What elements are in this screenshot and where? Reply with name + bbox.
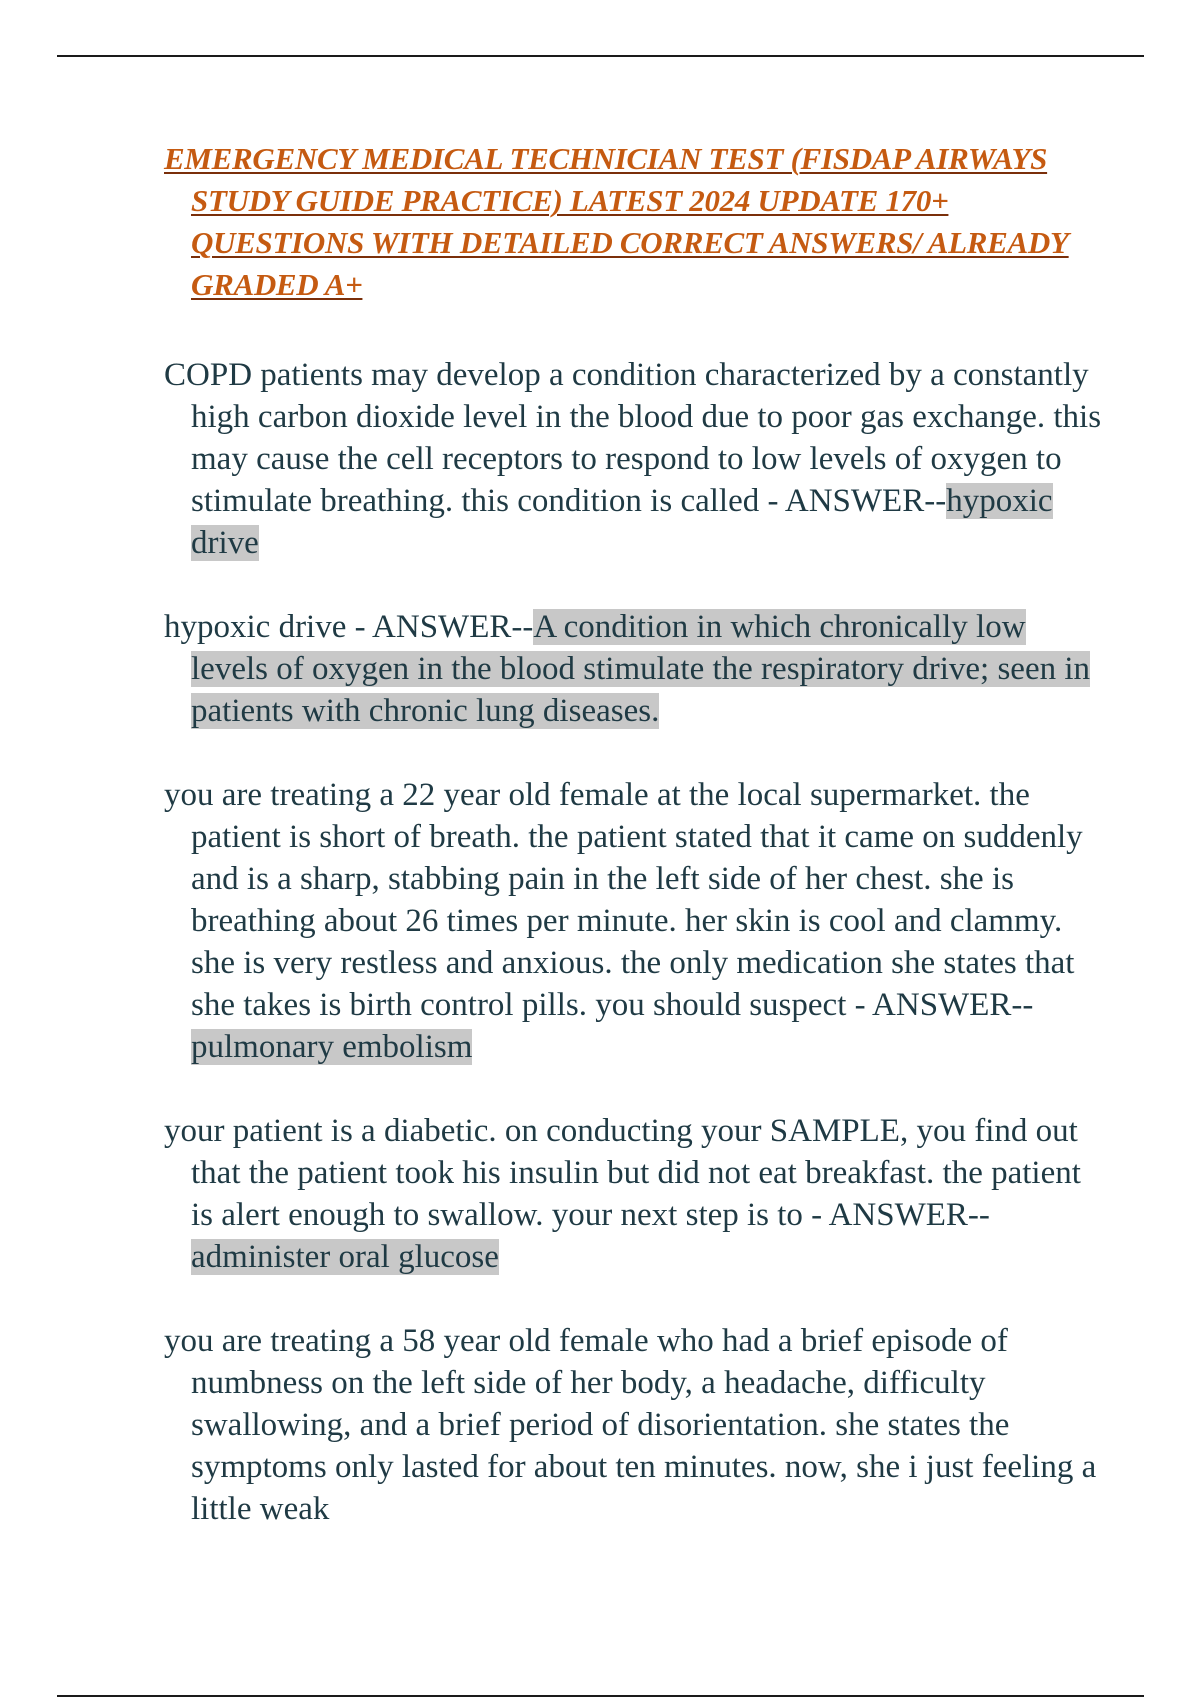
question-text: you are treating a 58 year old female who had a brief episode of numbness on the left side of her body, a headache, difficulty swallowing, and a brief period of disorientation. she states the symptoms only lasted for about ten minutes. now, she i just feeling a little weak <box>164 1323 1097 1527</box>
question-text: you are treating a 22 year old female at the local supermarket. the patient is short of breath. the patient stated that it came on suddenly and is a sharp, stabbing pain in the left side of her chest. she is breathing about 26 times per minute. her skin is cool and clammy. she is very restless and anxious. the only medication she states that she takes is birth control pills. you should suspect - ANSWER-- <box>164 777 1083 1023</box>
answer-highlight: administer oral glucose <box>191 1239 499 1275</box>
document-body <box>164 138 1104 1572</box>
document-title: EMERGENCY MEDICAL TECHNICIAN TEST (FISDAP AIRWAYS STUDY GUIDE PRACTICE) LATEST 2024 UPDATE 170+ QUESTIONS WITH DETAILED CORRECT ANSWERS/ ALREADY GRADED A+ <box>164 141 1069 302</box>
qa-item-2 <box>164 606 1104 732</box>
question-text: your patient is a diabetic. on conducting your SAMPLE, you find out that the patient took his insulin but did not eat breakfast. the patient is alert enough to swallow. your next step is to - ANSWER-- <box>164 1113 1081 1233</box>
qa-item-1 <box>164 354 1104 564</box>
question-text: COPD patients may develop a condition characterized by a constantly high carbon dioxide level in the blood due to poor gas exchange. this may cause the cell receptors to respond to low levels of oxygen to stimulate breathing. this condition is called - ANSWER-- <box>164 357 1102 519</box>
answer-highlight: pulmonary embolism <box>191 1029 473 1065</box>
header-rule <box>57 55 1144 57</box>
qa-item-4 <box>164 1110 1104 1278</box>
footer-rule <box>57 1695 1144 1697</box>
answer-highlight: A condition in which chronically low levels of oxygen in the blood stimulate the respiratory drive; seen in patients with chronic lung diseases. <box>191 609 1091 729</box>
question-text: hypoxic drive - ANSWER-- <box>164 609 534 645</box>
qa-item-3 <box>164 774 1104 1068</box>
qa-item-5 <box>164 1320 1104 1530</box>
answer-highlight: hypoxic drive <box>191 483 1053 561</box>
